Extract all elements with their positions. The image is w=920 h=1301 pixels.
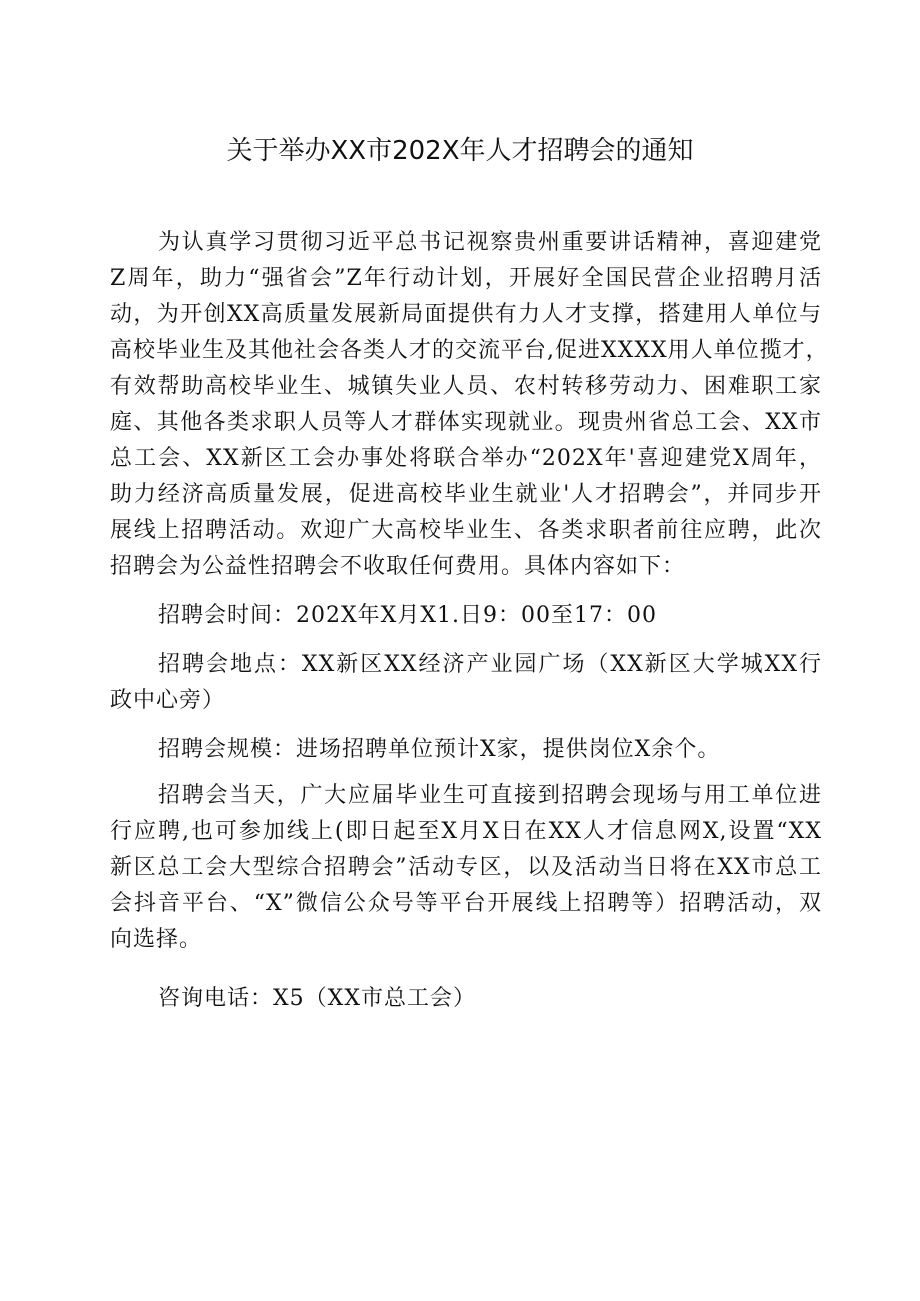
intro-line: 庭、其他各类求职人员等人才群体实现就业。现贵州省总工会、XX市 — [110, 410, 822, 435]
intro-line: 助力经济高质量发展，促进高校毕业生就业'人才招聘会”，并同步开 — [110, 482, 822, 507]
intro-line: Z周年，助力“强省会”Z年行动计划，开展好全国民营企业招聘月活 — [110, 266, 822, 291]
details-line: 会抖音平台、“X”微信公众号等平台开展线上招聘等）招聘活动，双 — [110, 891, 822, 916]
intro-paragraph — [110, 225, 829, 585]
intro-line: 动，为开创XX高质量发展新局面提供有力人才支撑，搭建用人单位与 — [110, 302, 822, 327]
intro-line: 高校毕业生及其他社会各类人才的交流平台,促进XXXX用人单位揽才， — [110, 338, 829, 363]
intro-line: 为认真学习贯彻习近平总书记视察贵州重要讲话精神，喜迎建党 — [158, 230, 822, 255]
document-body — [110, 225, 829, 1017]
location-line: 招聘会地点：XX新区XX经济产业园广场（XX新区大学城XX行 — [158, 652, 822, 677]
details-line: 招聘会当天，广大应届毕业生可直接到招聘会现场与用工单位进 — [158, 783, 822, 808]
details-line: 行应聘,也可参加线上(即日起至X月X日在XX人才信息网X,设置“XX — [110, 819, 822, 844]
intro-line: 展线上招聘活动。欢迎广大高校毕业生、各类求职者前往应聘，此次 — [110, 518, 822, 543]
location-line: 政中心旁） — [110, 688, 226, 713]
details-paragraph — [110, 778, 822, 958]
intro-line: 总工会、XX新区工会办事处将联合举办“202X年'喜迎建党X周年， — [110, 446, 822, 471]
intro-line: 招聘会为公益性招聘会不收取任何费用。具体内容如下： — [110, 554, 686, 579]
document-title: 关于举办XX市202X年人才招聘会的通知 — [226, 136, 694, 166]
time-line: 招聘会时间：202X年X月X1.日9：00至17：00 — [158, 603, 657, 628]
scale-line: 招聘会规模：进场招聘单位预计X家，提供岗位X余个。 — [158, 737, 721, 762]
details-line: 新区总工会大型综合招聘会”活动专区，以及活动当日将在XX市总工 — [110, 855, 822, 880]
contact-line: 咨询电话：X5（XX市总工会） — [158, 986, 476, 1011]
details-line: 向选择。 — [110, 927, 203, 952]
location-paragraph — [110, 647, 822, 719]
intro-line: 有效帮助高校毕业生、城镇失业人员、农村转移劳动力、困难职工家 — [110, 374, 822, 399]
